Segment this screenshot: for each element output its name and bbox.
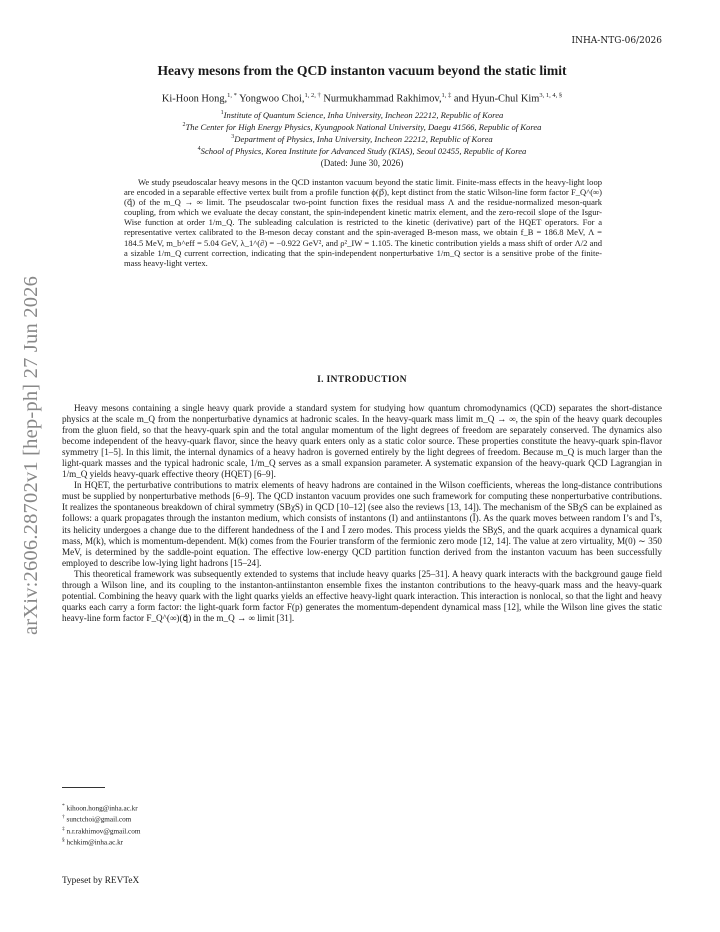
report-number: INHA-NTG-06/2026 (571, 36, 662, 46)
author-marks: 1, 2, † (304, 92, 321, 99)
typeset-note: Typeset by REVTeX (62, 876, 140, 886)
paragraph: This theoretical framework was subsequently extended to systems that include heavy quarks [25–31]. A heavy quark interacts with the background gauge field through a Wilson line, and its coupling to the instanton-antiinstanton ensemble fixes the instanton contributions to the heavy-quark mass and the heavy-quark potential. Combining the heavy quark with the light quarks yields an effective heavy-light quark interaction. This interaction is nonlocal, so that the light and heavy quarks each carry a form factor: the light-quark form factor F(p) generates the momentum-dependent dynamical mass [12], while the Wilson line gives the static heavy-line form factor F_Q^(∞)(q⃗) in the m_Q → ∞ limit [31]. (62, 568, 662, 623)
footnote-mark: † (62, 814, 65, 821)
arxiv-id: arXiv:2606.28702v1 [hep-ph] 27 Jun 2026 (20, 275, 43, 635)
affiliation-text: The Center for High Energy Physics, Kyungpook National University, Daegu 41566, Republic of Korea (185, 122, 542, 132)
affiliation-mark: 4 (197, 146, 201, 153)
affiliation-mark: 2 (182, 122, 186, 129)
author-marks: 1, ‡ (441, 92, 452, 99)
footnote-mark: * (62, 803, 65, 809)
footnote-email: sunctchoi@gmail.com (66, 815, 132, 824)
paragraph: In HQET, the perturbative contributions to matrix elements of heavy hadrons are contained in the Wilson coefficients, whereas the long-distance contributions must be supplied by nonperturbative methods [6–9]. The QCD instanton vacuum provides one such framework for computing these nonperturbative contributions. It realizes the spontaneous breakdown of chiral symmetry (SBχS) in QCD [10–12] (see also the reviews [13, 14]). The mechanism of the SBχS can be explained as follows: a quark propagates through the instanton medium, which consists of instantons (I) and antiinstantons (Ī). As the quark moves between random I’s and Ī’s, its helicity undergoes a change due to the different handedness of the I and Ī zero modes. This process yields the SBχS, and the quark acquires a dynamical quark mass, M(k), which is momentum-dependent. M(k) comes from the Fourier transform of the fermionic zero mode [12, 14]. The value at zero virtuality, M(0) ∼ 350 MeV, is determined by the saddle-point equation. The effective low-energy QCD partition function derived from the instanton vacuum has been successfully employed to describe low-lying light hadrons [15–24]. (62, 480, 662, 568)
affiliation (62, 146, 662, 156)
dated-line: (Dated: June 30, 2026) (320, 158, 404, 168)
body-text (62, 403, 662, 624)
footnote-email: kihoon.hong@inha.ac.kr (66, 804, 138, 813)
author-name: Yongwoo Choi, (239, 93, 305, 105)
footnote-mark: ‡ (62, 825, 65, 832)
affiliation-mark: 1 (220, 110, 224, 117)
affiliation (62, 134, 662, 144)
author-name: Ki-Hoon Hong, (161, 93, 228, 105)
affiliation-text: School of Physics, Korea Institute for Advanced Study (KIAS), Seoul 02455, Republic of Korea (200, 146, 527, 156)
footnotes (62, 802, 362, 848)
author-marks: 3, 1, 4, § (539, 92, 563, 99)
paper-title: Heavy mesons from the QCD instanton vacuum beyond the static limit (157, 63, 567, 78)
footnote (62, 813, 362, 824)
author-marks: 1, * (227, 92, 237, 99)
author-list (62, 92, 662, 104)
footnote-divider (62, 787, 105, 788)
footnote (62, 836, 362, 847)
footnote-email: hchkim@inha.ac.kr (66, 838, 124, 847)
affiliation-mark: 3 (231, 134, 235, 141)
author-name: Nurmukhammad Rakhimov, (323, 93, 442, 105)
author-name: and Hyun-Chul Kim (453, 93, 540, 105)
affiliation-text: Department of Physics, Inha University, Incheon 22212, Republic of Korea (234, 134, 493, 144)
abstract: We study pseudoscalar heavy mesons in the QCD instanton vacuum beyond the static limit. Finite-mass effects in the heavy-light loop are encoded in a separable effective vertex built from a profile function ϕ(p⃗), kept distinct from the static Wilson-line form factor F_Q^(∞)(q⃗) of the m_Q → ∞ limit. The pseudoscalar two-point function fixes the residual mass Λ and the residue-normalized meson-quark coupling, from which we evaluate the decay constant, the spin-independent kinetic matrix element, and the zero-recoil slope of the Isgur-Wise function at order 1/m_Q. The subleading calculation is restricted to the kinetic (derivative) part of the HQET operators. For a representative vertex calibrated to the B-meson decay constant and the spin-averaged B-meson mass, we obtain f_B = 186.8 MeV, Λ = 184.5 MeV, m_b^eff = 5.04 GeV, λ_1^(∂) = −0.922 GeV², and ρ²_IW = 1.105. The kinetic contribution yields a mass shift of order Λ/2 and a sizable 1/m_Q current correction, indicating that the spin-independent nonperturbative 1/m_Q sector is a sensitive probe of the finite-mass heavy-light vertex. (124, 177, 602, 268)
affiliation-text: Institute of Quantum Science, Inha University, Incheon 22212, Republic of Korea (223, 110, 504, 120)
affiliation (62, 110, 662, 120)
arxiv-sidebar-stamp (8, 240, 56, 670)
affiliation (62, 122, 662, 132)
footnote-mark: § (62, 837, 65, 844)
paragraph: Heavy mesons containing a single heavy quark provide a standard system for studying how quantum chromodynamics (QCD) separates the short-distance physics at the scale m_Q from the nonperturbative dynamics at hadronic scales. In the heavy-quark mass limit m_Q → ∞, the spin of the heavy quark decouples from the gluon field, so that the heavy-quark spin and the total angular momentum of the light degrees of freedom are separately conserved. The dynamics also become independent of the heavy-quark flavor, since the heavy quark enters only as a static color source. These properties constitute the heavy-quark spin-flavor symmetry [1–5]. In this limit, the internal dynamics of a heavy hadron is governed entirely by the light degrees of freedom. Because m_Q is much larger than the light-quark masses and the typical hadronic scale, 1/m_Q serves as a small expansion parameter. A systematic expansion of the heavy-quark QCD Lagrangian in 1/m_Q yields heavy-quark effective theory (HQET) [6–9]. (62, 403, 662, 480)
footnote-email: n.r.rakhimov@gmail.com (66, 827, 141, 836)
footnote (62, 802, 362, 813)
footnote (62, 825, 362, 836)
section-heading: I. INTRODUCTION (317, 374, 407, 385)
